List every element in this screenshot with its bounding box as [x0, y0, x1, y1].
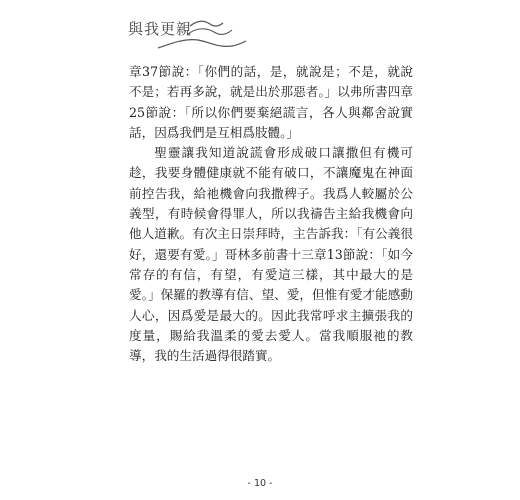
header-title: 與我更親: [128, 20, 193, 38]
paragraph: 聖靈讓我知道說謊會形成破口讓撒但有機可趁，我要身體健康就不能有破口，不讓魔鬼在神面前控告我，給祂機會向我撒稗子。我爲人較屬於公義型，有時候會得罪人，所以我禱告主給我機會向他人道歉。有次主日崇拜時，主告訴我：「有公義很好，還要有愛。」哥林多前書十三章13節說：「如今常存的有信，有望，有愛這三樣，其中最大的是愛。」保羅的教導有信、望、愛，但惟有愛才能感動人心，因爲愛是最大的。因此我常呼求主擴張我的度量，賜給我溫柔的愛去愛人。當我順服祂的教導，我的生活過得很踏實。: [129, 145, 413, 364]
page-number: - 10 -: [247, 478, 273, 489]
paragraph-continued: 章37節說：「你們的話，是，就說是；不是，就說不是；若再多說，就是出於那惡者。」以弗所書四章25節說：「所以你們要棄絕謊言，各人與鄰舍說實話，因爲我們是互相爲肢體。」: [129, 64, 413, 140]
page-body: [129, 62, 413, 366]
running-header: [128, 14, 248, 54]
